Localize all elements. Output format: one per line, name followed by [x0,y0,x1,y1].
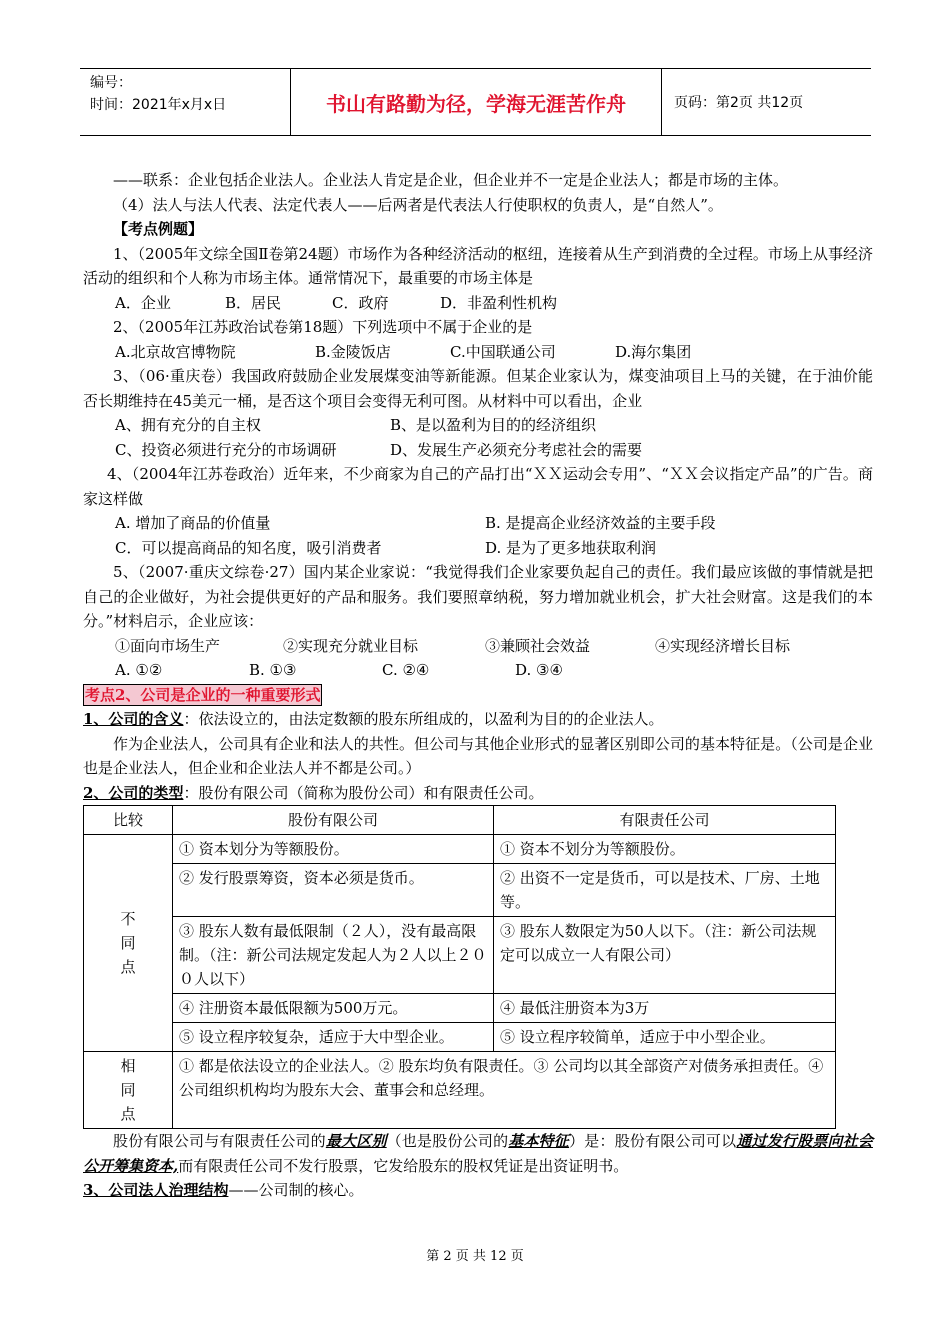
intro-line-1: ——联系：企业包括企业法人。企业法人肯定是企业，但企业并不一定是企业法人；都是市场的主体。 [113,171,789,189]
option: B.金陵饭店 [315,342,391,361]
page-footer: 第 2 页 共 12 页 [426,1249,524,1264]
question-3-options-row2 [83,438,873,463]
diff-label [84,835,173,1052]
option: C. ②④ [382,661,430,679]
question-4-options-row1 [83,511,873,536]
diff-label-char: 不 [120,910,136,928]
table-cell: ① 都是依法设立的企业法人。② 股东均负有限责任。③ 公司均以其全部资产对债务承担责任。④ 公司组织机构均为股东大会、董事会和总经理。 [173,1052,836,1129]
table-cell: ④ 注册资本最低限额为500万元。 [173,994,494,1023]
closing-emphasis: 基本特征 [508,1132,570,1150]
option: B．居民 [225,293,282,312]
company-definition [83,707,873,732]
option: D、发展生产必须充分考虑社会的需要 [390,440,643,459]
option: A.北京故宫博物院 [115,342,236,361]
table-cell: ④ 最低注册资本为3万 [494,994,836,1023]
option: D. 是为了更多地获取利润 [485,538,657,557]
section-2-title-row [83,683,873,708]
table-header-row [84,806,836,835]
table-cell: ⑤ 设立程序较复杂，适应于大中型企业。 [173,1023,494,1052]
option: C．政府 [332,293,389,312]
statement-item: ①面向市场生产 [115,636,221,655]
header-meta [80,69,291,135]
types-text: ：股份有限公司（简称为股份公司）和有限责任公司。 [183,783,544,802]
option: B. ①③ [249,661,297,679]
option: D. ③④ [515,661,563,679]
table-header: 有限责任公司 [494,806,836,835]
table-row [84,994,836,1023]
question-4-options-row2 [83,536,873,561]
option: A. ①② [115,661,163,679]
question-4-stem: 4、（2004年江苏卷政治）近年来，不少商家为自己的产品打出“ＸＸ运动会专用”、“ＸＸ会议指定产品”的广告。商家这样做 [83,465,873,508]
same-label-char: 相 [120,1057,136,1075]
option: A、拥有充分的自主权 [115,416,261,434]
question-1-stem: 1、（2005年文综全国Ⅱ卷第24题）市场作为各种经济活动的枢纽，连接着从生产到消费的全过程。市场上从事经济活动的组织和个人称为市场主体。通常情况下，最重要的市场主体是 [83,244,873,287]
intro-line-2: （4）法人与法人代表、法定代表人——后两者是代表法人行使职权的负责人，是“自然人”。 [113,195,723,214]
option: C.中国联通公司 [450,342,556,361]
question-3-options-row1 [83,413,873,438]
section-3-text: ——公司制的核心。 [228,1181,364,1199]
question-3-stem: 3、（06·重庆卷）我国政府鼓励企业发展煤变油等新能源。但某企业家认为，煤变油项目上马的关键，在于油价能否长期维持在45美元一桶，是否这个项目会变得无利可图。从材料中可以看出，企业 [83,367,873,410]
table-row [84,1052,836,1129]
closing-text: （也是股份公司的 [386,1132,509,1150]
table-row [84,1023,836,1052]
header-motto: 书山有路勤为径，学海无涯苦作舟 [291,69,662,135]
document-body [83,168,873,1203]
question-5-items [83,634,873,659]
table-cell: ① 资本划分为等额股份。 [173,835,494,864]
section-3 [83,1178,873,1203]
section-2-title: 考点2、公司是企业的一种重要形式 [85,685,321,704]
table-header: 比较 [84,806,173,835]
diff-label-char: 点 [120,958,136,976]
closing-text: ）是：股份有限公司可以 [569,1132,737,1150]
table-row [84,864,836,917]
same-label [84,1052,173,1129]
closing-emphasis: 最大区别 [325,1132,387,1150]
page-header [80,68,871,136]
statement-item: ④实现经济增长目标 [655,636,791,655]
closing-text: 股份有限公司与有限责任公司的 [113,1132,326,1150]
option: A. 增加了商品的价值量 [115,514,271,532]
option: C、投资必须进行充分的市场调研 [115,440,337,459]
examples-title: 【考点例题】 [113,220,204,238]
diff-label-char: 同 [120,934,136,952]
company-types [83,781,873,806]
same-label-char: 点 [120,1105,136,1123]
closing-emphasis: 通过发行股票向社会公开筹集资本, [83,1132,873,1175]
table-row [84,917,836,994]
table-header: 股份有限公司 [173,806,494,835]
same-label-char: 同 [120,1081,136,1099]
company-definition-para: 作为企业法人，公司具有企业和法人的共性。但公司与其他企业形式的显著区别即公司的基本特征是。（公司是企业也是企业法人，但企业和企业法人并不都是公司。） [83,734,873,777]
option: D.海尔集团 [615,342,692,361]
question-1-options [83,291,873,316]
option: B. 是提高企业经济效益的主要手段 [485,514,716,532]
comparison-table [83,805,836,1129]
table-row [84,835,836,864]
closing-text: 而有限责任公司不发行股票，它发给股东的股权凭证是出资证明书。 [178,1156,629,1175]
number-label: 编号： [90,75,132,91]
types-label: 2、公司的类型 [83,783,184,802]
table-cell: ③ 股东人数限定为50人以下。（注：新公司法规定可以成立一人有限公司） [494,917,836,994]
time-label: 时间：2021年x月x日 [90,97,227,113]
section-3-label: 3、公司法人治理结构 [83,1181,229,1199]
option: C．可以提高商品的知名度，吸引消费者 [115,538,382,557]
definition-label: 1、公司的含义 [83,710,184,728]
option: B、是以盈利为目的的经济组织 [390,416,597,434]
statement-item: ③兼顾社会效益 [485,636,591,655]
option: D．非盈利性机构 [440,293,558,312]
table-cell: ② 发行股票筹资，资本必须是货币。 [173,864,494,917]
statement-item: ②实现充分就业目标 [283,636,419,655]
table-cell: ① 资本不划分为等额股份。 [494,835,836,864]
table-cell: ② 出资不一定是货币，可以是技术、厂房、土地等。 [494,864,836,917]
question-2-stem: 2、（2005年江苏政治试卷第18题）下列选项中不属于企业的是 [113,318,533,336]
option: A．企业 [115,293,171,312]
table-cell: ③ 股东人数有最低限制（２人），没有最高限制。（注：新公司法规定发起人为２人以上２００人以下） [173,917,494,994]
table-cell: ⑤ 设立程序较简单，适应于中小型企业。 [494,1023,836,1052]
definition-text: ：依法设立的，由法定数额的股东所组成的，以盈利为目的的企业法人。 [183,710,664,728]
closing-para [83,1129,873,1178]
question-2-options [83,340,873,365]
question-5-options [83,658,873,683]
question-5-stem: 5、（2007·重庆文综卷·27）国内某企业家说：“我觉得我们企业家要负起自己的责任。我们最应该做的事情就是把自己的企业做好，为社会提供更好的产品和服务。我们要照章纳税，努力增加就业机会，扩大社会财富。这是我们的本分。”材料启示，企业应该： [83,563,873,630]
header-page-info: 页码：第2页 共12页 [674,95,804,111]
